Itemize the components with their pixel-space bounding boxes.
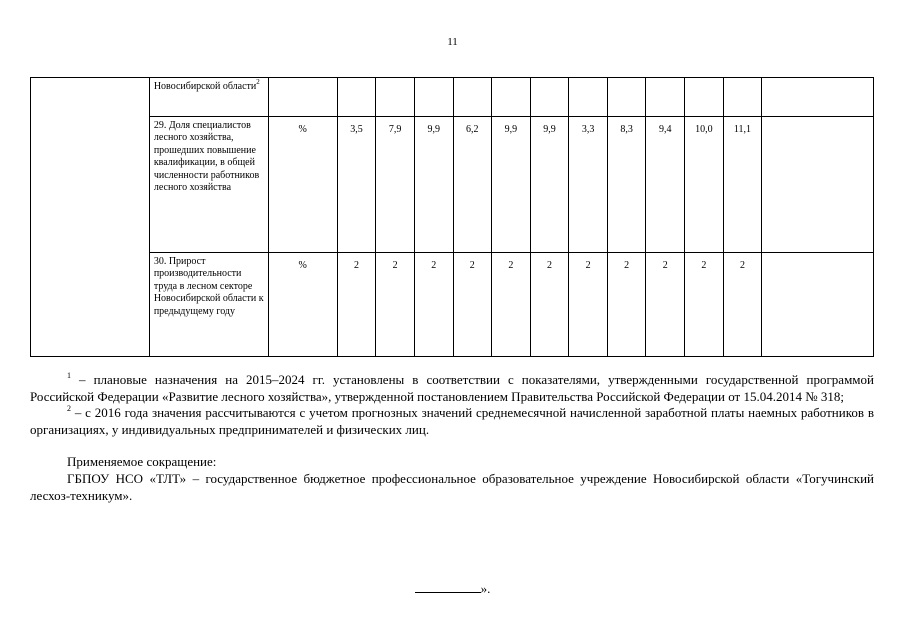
value-cell: 2 bbox=[492, 253, 531, 357]
value-cell: 2 bbox=[569, 253, 608, 357]
value-cell bbox=[723, 78, 762, 117]
value-cell: 3,3 bbox=[569, 117, 608, 253]
value-cell: 2 bbox=[723, 253, 762, 357]
value-cell bbox=[376, 78, 415, 117]
value-cell bbox=[414, 78, 453, 117]
value-cell: 2 bbox=[414, 253, 453, 357]
value-cell: 2 bbox=[646, 253, 685, 357]
value-cell: 9,9 bbox=[492, 117, 531, 253]
value-cell bbox=[530, 78, 569, 117]
indicators-table bbox=[30, 77, 874, 357]
unit-cell bbox=[268, 78, 337, 117]
value-cell: 2 bbox=[685, 253, 724, 357]
value-cell bbox=[492, 78, 531, 117]
closing-line bbox=[0, 580, 905, 597]
program-column-cell bbox=[31, 78, 150, 357]
unit-cell: % bbox=[268, 117, 337, 253]
value-cell bbox=[685, 78, 724, 117]
value-cell: 9,4 bbox=[646, 117, 685, 253]
footnote-2-mark: 2 bbox=[67, 404, 71, 414]
value-cell: 2 bbox=[607, 253, 646, 357]
value-cell bbox=[762, 117, 874, 253]
indicator-name-cell: 30. Прирост производительности труда в лесном секторе Новосибирской области к предыдущему году bbox=[149, 253, 268, 357]
value-cell bbox=[337, 78, 376, 117]
value-cell: 7,9 bbox=[376, 117, 415, 253]
footnote-1-text: – плановые назначения на 2015–2024 гг. установлены в соответствии с показателями, утвержденными государственной программой Российской Федерации «Развитие лесного хозяйства», утвержденной постановлением Правительства Российской Федерации от 15.04.2014 № 318; bbox=[30, 372, 874, 404]
spacer bbox=[30, 438, 874, 454]
value-cell bbox=[453, 78, 492, 117]
value-cell bbox=[762, 253, 874, 357]
value-cell: 3,5 bbox=[337, 117, 376, 253]
value-cell: 2 bbox=[376, 253, 415, 357]
unit-cell: % bbox=[268, 253, 337, 357]
value-cell bbox=[607, 78, 646, 117]
footnote-2 bbox=[30, 405, 874, 438]
footnote-2-text: – с 2016 года значения рассчитываются с учетом прогнозных значений среднемесячной начисленной заработной платы наемных работников в организациях, у индивидуальных предпринимателей и физических лиц. bbox=[30, 405, 874, 437]
table-row bbox=[31, 117, 874, 253]
indicator-name-cell: 29. Доля специалистов лесного хозяйства, прошедших повышение квалификации, в общей численности работников лесного хозяйства bbox=[149, 117, 268, 253]
abbreviation-text: ГБПОУ НСО «ТЛТ» – государственное бюджетное профессиональное образовательное учреждение Новосибирской области «Тогучинский лесхоз-техникум». bbox=[30, 470, 874, 503]
value-cell bbox=[569, 78, 608, 117]
page-number: 11 bbox=[447, 36, 458, 48]
footnote-1-mark: 1 bbox=[67, 371, 71, 380]
value-cell: 2 bbox=[530, 253, 569, 357]
value-cell bbox=[762, 78, 874, 117]
footnotes-block bbox=[30, 372, 874, 504]
value-cell: 2 bbox=[453, 253, 492, 357]
value-cell: 8,3 bbox=[607, 117, 646, 253]
indicator-name: Новосибирской области bbox=[153, 81, 257, 92]
table-row bbox=[31, 78, 874, 117]
table-row bbox=[31, 253, 874, 357]
indicator-name-cell bbox=[149, 78, 268, 117]
signature-blank bbox=[415, 580, 481, 593]
value-cell bbox=[646, 78, 685, 117]
abbreviation-heading: Применяемое сокращение: bbox=[67, 454, 217, 470]
value-cell: 11,1 bbox=[723, 117, 762, 253]
value-cell: 9,9 bbox=[530, 117, 569, 253]
value-cell: 9,9 bbox=[414, 117, 453, 253]
value-cell: 2 bbox=[337, 253, 376, 357]
closing-quote: ». bbox=[480, 581, 491, 596]
footnote-1 bbox=[30, 372, 874, 405]
value-cell: 6,2 bbox=[453, 117, 492, 253]
value-cell: 10,0 bbox=[685, 117, 724, 253]
footnote-mark: 2 bbox=[256, 78, 260, 86]
